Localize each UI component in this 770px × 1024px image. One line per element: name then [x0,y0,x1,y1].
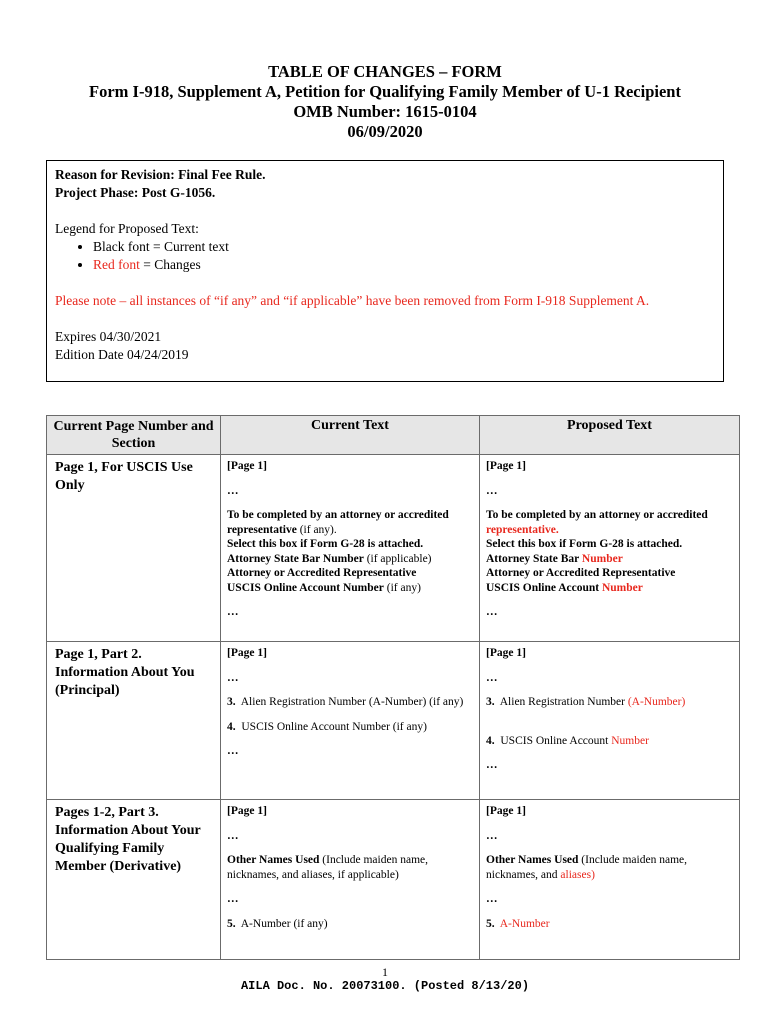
text-bold: Other Names Used [227,854,320,866]
other-names [227,853,473,882]
text-change: Number [601,581,643,594]
row-current-text [221,455,480,642]
attorney-block [486,508,733,595]
item-text: Alien Registration Number [499,696,628,708]
text-plain: (if any). [296,523,337,536]
table-row [47,800,740,960]
changes-table [46,415,740,960]
document-header [0,62,770,142]
item-text: USCIS Online Account [500,734,612,747]
attorney-block [227,508,473,595]
ellipsis: … [227,606,239,618]
text-plain: (if any) [383,581,421,594]
item-3 [227,695,473,710]
row-proposed-text [480,800,740,960]
text-bold: USCIS Online Account [486,581,602,594]
legend-black: • Black font = Current text [93,238,715,256]
col-header-proposed: Proposed Text [480,416,740,455]
text-bold: Select this box if Form G-28 is attached. [486,538,683,550]
text-plain: (if applicable) [363,552,432,565]
ellipsis: … [486,759,498,771]
table-row [47,642,740,800]
ellipsis: … [486,606,498,618]
legend-red-rest: = Changes [139,257,201,272]
text-change: (A-Number) [627,696,686,708]
item-number: 5. [486,917,495,930]
page-ref: [Page 1] [227,460,267,472]
omb-number: OMB Number: 1615-0104 [293,102,477,121]
item-text: Alien Registration Number (A-Number) (if any) [240,696,464,708]
text-bold: Other Names Used [486,854,579,866]
text-bold: To be completed by an attorney or accredited [486,509,708,521]
expires-date: Expires 04/30/2021 [55,329,162,344]
item-number: 5. [227,917,236,930]
col-header-section: Current Page Number and Section [47,416,221,455]
page-ref: [Page 1] [227,647,267,659]
text-change: Number [611,734,649,747]
text-bold: Select this box if Form G-28 is attached. [227,538,424,550]
page-ref: [Page 1] [227,805,267,817]
item-4 [227,720,473,735]
text-bold: USCIS Online Account Number [227,581,384,594]
text-change: representative. [486,523,559,536]
text-bold: To be completed by an attorney or accredited representative [227,509,449,536]
item-number: 4. [486,734,495,747]
ellipsis: … [227,671,239,684]
col-header-current: Current Text [221,416,480,455]
item-number: 3. [227,696,236,708]
text-plain: (Include maiden name, nicknames, and [486,854,687,881]
text-bold: Attorney or Accredited Representative [486,567,676,579]
ellipsis: … [227,829,239,842]
revision-reason: Reason for Revision: Final Fee Rule. [55,167,266,182]
item-5 [227,917,473,932]
page-ref: [Page 1] [486,647,526,659]
ellipsis: … [486,484,498,497]
item-text: USCIS Online Account Number (if any) [241,720,427,733]
row-section: Page 1, Part 2. Information About You (Principal) [47,642,221,800]
item-text: A-Number (if any) [240,917,328,930]
doc-title: TABLE OF CHANGES – FORM [268,62,502,81]
ellipsis: … [486,829,498,842]
ellipsis: … [486,671,498,684]
page-ref: [Page 1] [486,805,526,817]
other-names [486,853,733,882]
page-footer [0,965,770,993]
table-header-row [47,416,740,455]
row-section: Page 1, For USCIS Use Only [47,455,221,642]
edition-date: Edition Date 04/24/2019 [55,347,189,362]
item-4 [486,734,733,749]
text-bold: Attorney State Bar Number [227,552,364,565]
form-title: Form I-918, Supplement A, Petition for Qualifying Family Member of U-1 Recipient [89,82,681,101]
text-change: A-Number [499,917,550,930]
ellipsis: … [227,484,239,497]
revision-note: Please note – all instances of “if any” and “if applicable” have been removed from Form I-918 Supplement A. [55,293,650,308]
legend-red [93,256,715,274]
item-3 [486,695,733,710]
row-proposed-text [480,455,740,642]
item-5 [486,917,733,932]
text-change: Number [581,552,623,565]
legend-red-word: Red font [93,257,140,272]
revision-box [46,160,724,382]
text-bold: Attorney or Accredited Representative [227,567,417,579]
page-number: 1 [382,965,388,979]
doc-date: 06/09/2020 [347,122,423,141]
legend-title: Legend for Proposed Text: [55,221,199,236]
text-plain: (Include maiden name, nicknames, and aliases, if applicable) [227,854,428,881]
legend-list [55,238,715,274]
row-current-text [221,800,480,960]
ellipsis: … [486,893,498,905]
row-proposed-text [480,642,740,800]
page-ref: [Page 1] [486,460,526,472]
row-section: Pages 1-2, Part 3. Information About Your Qualifying Family Member (Derivative) [47,800,221,960]
item-number: 4. [227,720,236,733]
aila-doc-number: AILA Doc. No. 20073100. (Posted 8/13/20) [240,979,530,993]
project-phase: Project Phase: Post G-1056. [55,185,216,200]
text-change: aliases) [560,868,595,881]
item-number: 3. [486,696,495,708]
table-row [47,455,740,642]
ellipsis: … [227,745,239,757]
ellipsis: … [227,893,239,905]
row-current-text [221,642,480,800]
text-bold: Attorney State Bar [486,552,582,565]
